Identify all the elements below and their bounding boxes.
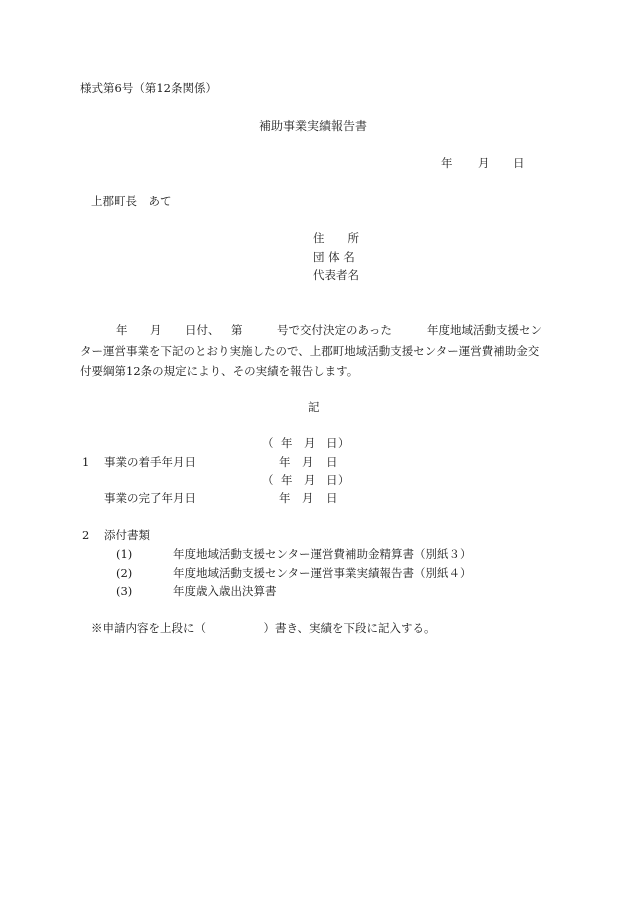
document-title: 補助事業実績報告書 bbox=[259, 119, 368, 133]
body-line-3: 付要綱第12条の規定により、その実績を報告します。 bbox=[80, 364, 359, 378]
date-day: 日 bbox=[513, 156, 525, 170]
end-planned-month: 月 bbox=[304, 473, 316, 487]
body-text-a: 号で交付決定のあった bbox=[277, 323, 392, 337]
start-actual-month: 月 bbox=[302, 455, 314, 469]
body-text-b: 年度地域活動支援セン bbox=[427, 323, 542, 337]
date-month: 月 bbox=[478, 156, 490, 170]
attachment-3-text: 年度歳入歳出決算書 bbox=[173, 584, 277, 598]
start-planned-month: 月 bbox=[304, 436, 316, 450]
attachment-1-text: 年度地域活動支援センター運営費補助金精算書（別紙３） bbox=[173, 547, 472, 561]
attachment-2-text: 年度地域活動支援センター運営事業実績報告書（別紙４） bbox=[173, 566, 472, 580]
date-year: 年 bbox=[441, 156, 453, 170]
start-planned-year: 年 bbox=[281, 436, 293, 450]
item2-number: 2 bbox=[82, 528, 90, 542]
body-month: 月 bbox=[150, 323, 162, 337]
attachment-2-number: (2) bbox=[116, 566, 133, 580]
footnote: ※申請内容を上段に（ ）書き、実績を下段に記入する。 bbox=[91, 621, 436, 635]
end-paren-open: （ bbox=[262, 473, 274, 487]
item1-number: 1 bbox=[82, 455, 90, 469]
attachment-1-number: (1) bbox=[116, 547, 133, 561]
start-paren-open: （ bbox=[262, 436, 274, 450]
attachment-3-number: (3) bbox=[116, 584, 133, 598]
start-planned-day: 日 bbox=[326, 436, 338, 450]
body-day: 日付、 bbox=[185, 323, 220, 337]
representative-label: 代表者名 bbox=[313, 268, 359, 282]
end-actual-month: 月 bbox=[302, 491, 314, 505]
addressee: 上郡町長 あて bbox=[91, 194, 172, 208]
end-planned-year: 年 bbox=[281, 473, 293, 487]
end-paren-close: ） bbox=[338, 473, 350, 487]
address-label: 住 所 bbox=[313, 231, 359, 245]
attachments-label: 添付書類 bbox=[104, 528, 150, 542]
form-number: 様式第6号（第12条関係） bbox=[80, 81, 217, 95]
body-dai: 第 bbox=[231, 323, 243, 337]
start-paren-close: ） bbox=[338, 436, 350, 450]
end-actual-year: 年 bbox=[279, 491, 291, 505]
end-actual-day: 日 bbox=[326, 491, 338, 505]
ki-heading: 記 bbox=[308, 400, 320, 414]
start-actual-day: 日 bbox=[326, 455, 338, 469]
body-line-2: ター運営事業を下記のとおり実施したので、上郡町地域活動支援センター運営費補助金交 bbox=[80, 344, 540, 358]
organization-label: 団 体 名 bbox=[313, 250, 355, 264]
end-planned-day: 日 bbox=[326, 473, 338, 487]
end-date-label: 事業の完了年月日 bbox=[104, 491, 196, 505]
body-year: 年 bbox=[116, 323, 128, 337]
start-actual-year: 年 bbox=[279, 455, 291, 469]
start-date-label: 事業の着手年月日 bbox=[104, 455, 196, 469]
